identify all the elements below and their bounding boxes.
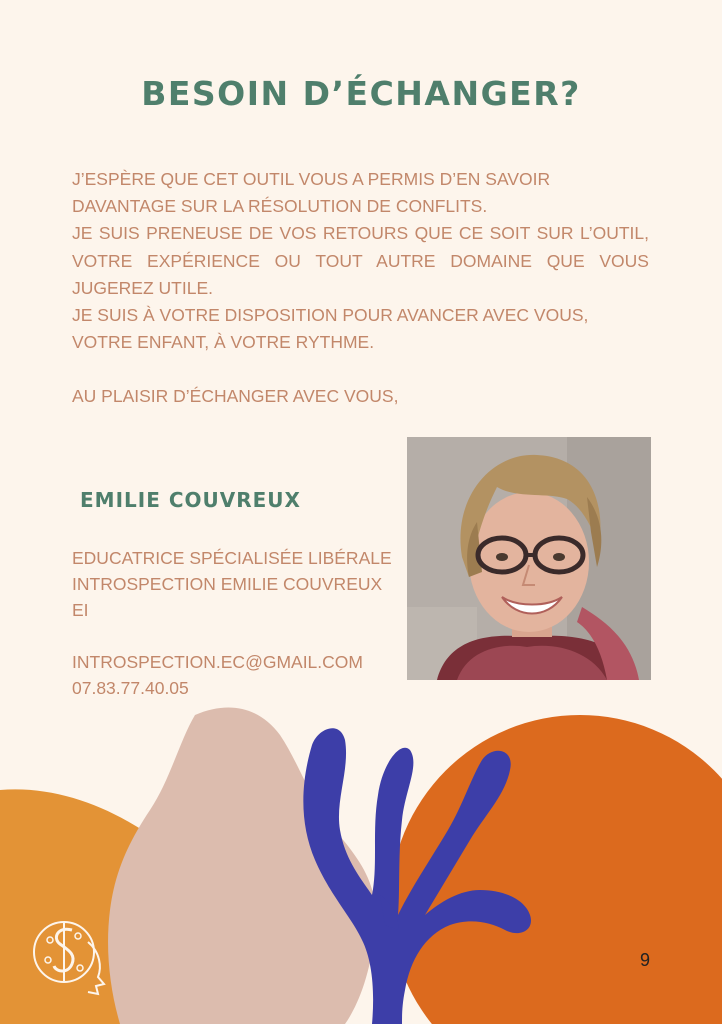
paragraph-availability: JE SUIS À VOTRE DISPOSITION POUR AVANCER AVEC VOUS, VOTRE ENFANT, À VOTRE RYTHME. [72,305,589,353]
author-company: INTROSPECTION EMILIE COUVREUX EI [72,574,383,620]
paragraph-closing: AU PLAISIR D’ÉCHANGER AVEC VOUS, [72,386,399,407]
email-link[interactable]: INTROSPECTION.EC@GMAIL.COM [72,652,363,672]
contact-block [72,545,402,701]
paragraph-feedback: JE SUIS PRENEUSE DE VOS RETOURS QUE CE SOIT SUR L’OUTIL, VOTRE EXPÉRIENCE OU TOUT AUTRE DOMAINE QUE VOUS JUGEREZ UTILE. [72,223,649,298]
phone-number[interactable]: 07.83.77.40.05 [72,678,189,698]
portrait-photo [407,437,651,680]
author-role: EDUCATRICE SPÉCIALISÉE LIBÉRALE [72,548,392,568]
page-number: 9 [640,950,651,970]
author-name: EMILIE COUVREUX [80,488,301,512]
page-title: BESOIN D’ÉCHANGER? [141,74,581,113]
tree-head-logo-icon [28,912,116,1000]
paragraph-intro: J’ESPÈRE QUE CET OUTIL VOUS A PERMIS D’EN SAVOIR DAVANTAGE SUR LA RÉSOLUTION DE CONFLITS. [72,169,551,217]
message-body [72,166,649,411]
